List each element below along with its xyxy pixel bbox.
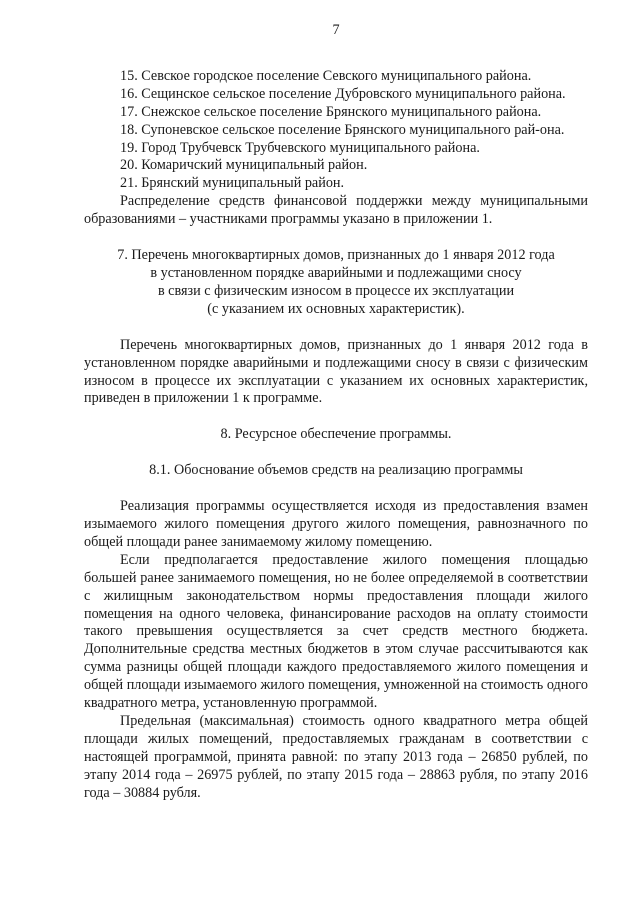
list-item: 16. Сещинское сельское поселение Дубровского муниципального района. [120, 85, 566, 102]
heading-line: в установленном порядке аварийными и подлежащими сносу [150, 264, 522, 281]
section-7-heading [84, 247, 588, 319]
page-number: 7 [332, 22, 340, 38]
heading-line: в связи с физическим износом в процессе их эксплуатации [157, 282, 515, 299]
list-item: 20. Комаричский муниципальный район. [120, 157, 368, 174]
section-8-1-subheading: 8.1. Обоснование объемов средств на реализацию программы [149, 462, 523, 479]
list-item: 19. Город Трубчевск Трубчевского муниципального района. [120, 139, 480, 156]
section-8-paragraph: Предельная (максимальная) стоимость одного квадратного метра общей площади жилых помещений, предоставляемых гражданам в соответствии с настоящей программой, принята равной: по этапу 2013 года – 26850 рублей, по этапу 2014 года – 26975 рублей, по этапу 2015 года – 28863 рубля, по этапу 2016 года – 30884 рубля. [84, 713, 588, 801]
list-item: 18. Супоневское сельское поселение Брянского муниципального рай-она. [120, 121, 565, 138]
list-item: 17. Снежское сельское поселение Брянского муниципального района. [120, 103, 542, 120]
heading-line: (с указанием их основных характеристик). [207, 300, 465, 317]
distribution-paragraph: Распределение средств финансовой поддержки между муниципальными образованиями – участниками программы указано в приложении 1. [84, 193, 588, 228]
section-8-paragraph: Реализация программы осуществляется исходя из предоставления взамен изымаемого жилого помещения другого жилого помещения, равнозначного по общей площади ранее занимаемому жилому помещению. [84, 498, 588, 550]
section-7-paragraph: Перечень многоквартирных домов, признанных до 1 января 2012 года в установленном порядке аварийными и подлежащими сносу в связи с физическим износом в процессе их эксплуатации с указанием их основных характеристик, приведен в приложении 1 к программе. [84, 336, 588, 407]
heading-line: 7. Перечень многоквартирных домов, признанных до 1 января 2012 года [117, 247, 555, 264]
list-item: 15. Севское городское поселение Севского муниципального района. [120, 67, 532, 84]
section-8-paragraph: Если предполагается предоставление жилого помещения площадью большей ранее занимаемого помещения, но не более определяемой в соответствии с жилищным законодательством нормы предоставления площади жилого помещения на одного человека, финансирование расходов на оплату стоимости такого превышения осуществляется за счет средств местного бюджета. Дополнительные средства местных бюджетов в этом случае рассчитываются как сумма разницы общей площади каждого предоставляемого жилого помещения и общей площади изымаемого жилого помещения, умноженной на стоимость одного квадратного метра, установленную программой. [84, 551, 588, 712]
section-8-heading: 8. Ресурсное обеспечение программы. [220, 426, 452, 443]
municipality-list [84, 68, 588, 193]
list-item: 21. Брянский муниципальный район. [120, 175, 345, 192]
